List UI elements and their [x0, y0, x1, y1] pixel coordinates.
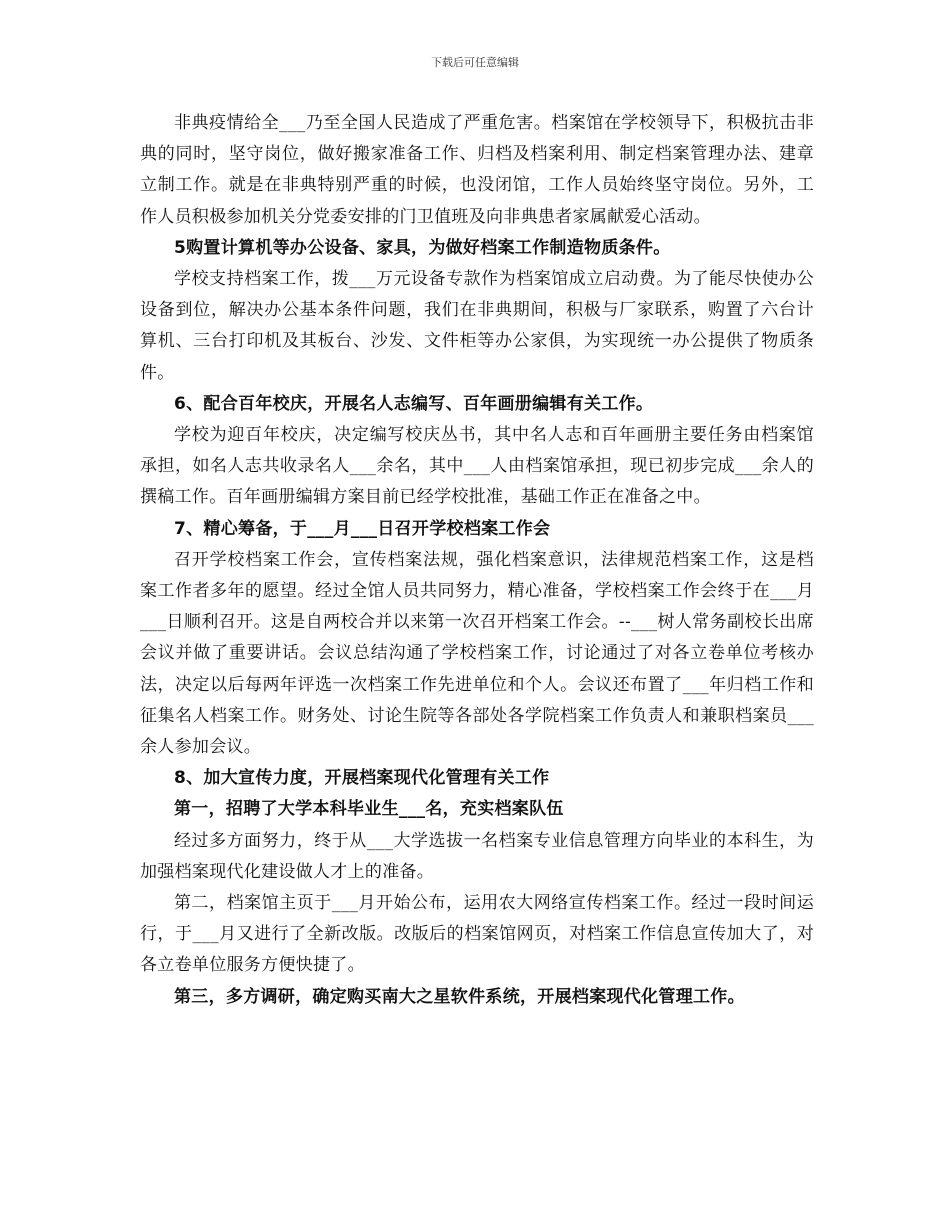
page-header: 下载后可任意编辑 [431, 56, 519, 69]
heading-publicity: 8、加大宣传力度，开展档案现代化管理有关工作 [174, 768, 550, 789]
document-body [140, 108, 814, 1013]
heading-office-equipment: 5购置计算机等办公设备、家具，为做好档案工作制造物质条件。 [174, 237, 671, 258]
heading-centennial: 6、配合百年校庆，开展名人志编写、百年画册编辑有关工作。 [174, 393, 654, 414]
paragraph-recruit: 经过多方面努力，终于从___大学选拔一名档案专业信息管理方向毕业的本科生，为加强档案现代化建设做人才上的准备。 [140, 830, 814, 882]
heading-third-software: 第三，多方调研，确定购买南大之星软件系统，开展档案现代化管理工作。 [174, 986, 745, 1007]
paragraph-archive-meeting: 召开学校档案工作会，宣传档案法规，强化档案意识，法律规范档案工作，这是档案工作者多年的愿望。经过全馆人员共同努力，精心准备，学校档案工作会终于在___月___日顺利召开。这是自两校合并以来第一次召开档案工作会。--___树人常务副校长出席会议并做了重要讲话。会议总结沟通了学校档案工作，讨论通过了对各立卷单位考核办法，决定以后每两年评选一次档案工作先进单位和个人。会议还布置了___年归档工作和征集名人档案工作。财务处、讨论生院等各部处各学院档案工作负责人和兼职档案员___余人参加会议。 [140, 549, 814, 758]
paragraph-centennial: 学校为迎百年校庆，决定编写校庆丛书，其中名人志和百年画册主要任务由档案馆承担，如名人志共收录名人___余名，其中___人由档案馆承担，现已初步完成___余人的撰稿工作。百年画册编辑方案目前已经学校批准，基础工作正在准备之中。 [140, 425, 814, 508]
heading-first-recruit: 第一，招聘了大学本科毕业生___名，充实档案队伍 [174, 799, 564, 820]
paragraph-website: 第二，档案馆主页于___月开始公布，运用农大网络宣传档案工作。经过一段时间运行，于___月又进行了全新改版。改版后的档案馆网页，对档案工作信息宣传加大了，对各立卷单位服务方便快捷了。 [140, 893, 814, 976]
heading-archive-meeting: 7、精心筹备，于___月___日召开学校档案工作会 [174, 518, 551, 539]
paragraph-sars-work: 非典疫情给全___乃至全国人民造成了严重危害。档案馆在学校领导下，积极抗击非典的同时，坚守岗位，做好搬家准备工作、归档及档案利用、制定档案管理办法、建章立制工作。就是在非典特别严重的时候，也没闭馆，工作人员始终坚守岗位。另外，工作人员积极参加机关分党委安排的门卫值班及向非典患者家属献爱心活动。 [140, 113, 814, 227]
paragraph-office-equipment: 学校支持档案工作，拨___万元设备专款作为档案馆成立启动费。为了能尽快使办公设备到位，解决办公基本条件问题，我们在非典期间，积极与厂家联系，购置了六台计算机、三台打印机及其板台、沙发、文件柜等办公家俱，为实现统一办公提供了物质条件。 [140, 269, 814, 383]
